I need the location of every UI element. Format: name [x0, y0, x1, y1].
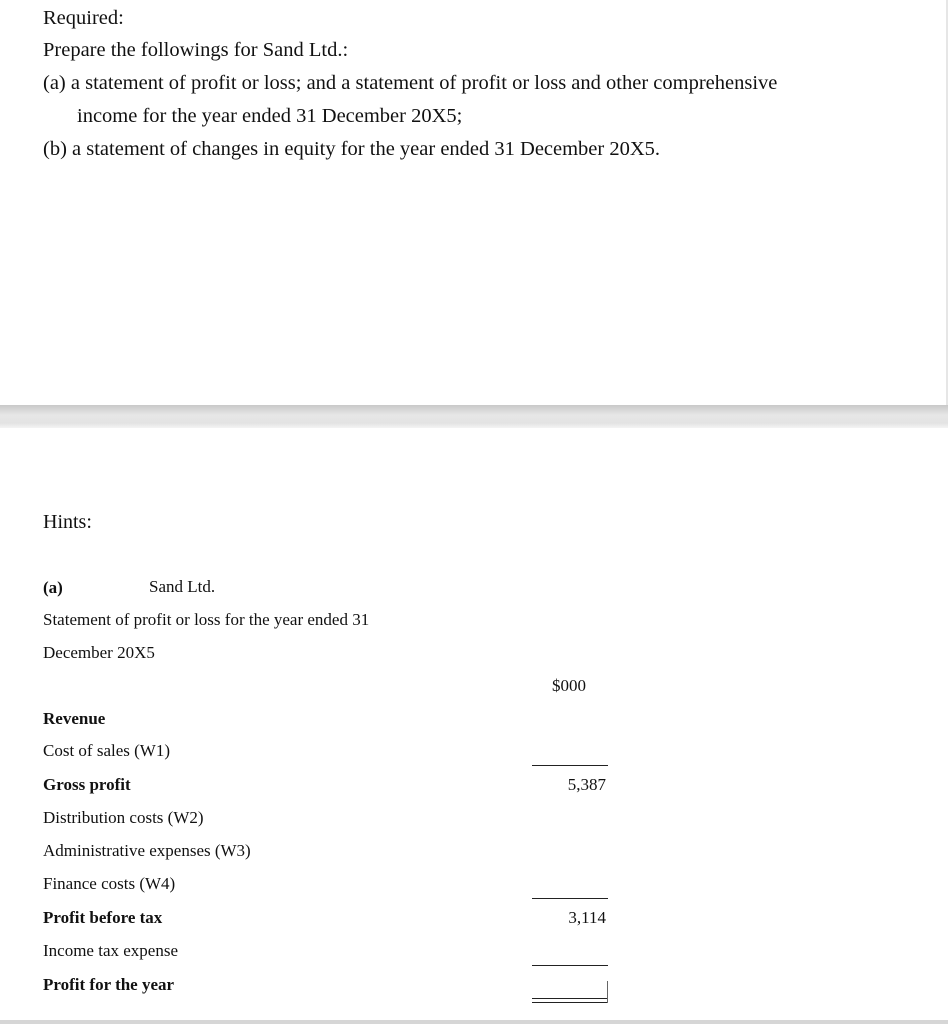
subtotal-rule-3 — [532, 965, 608, 966]
company-name: Sand Ltd. — [149, 577, 216, 596]
row-admin-expenses-label: Administrative expenses (W3) — [43, 841, 251, 860]
statement-title-line-1: Statement of profit or loss for the year ended 31 — [43, 610, 370, 629]
row-profit-before-tax-label: Profit before tax — [43, 908, 163, 927]
row-gross-profit-label: Gross profit — [43, 775, 131, 794]
row-revenue-label: Revenue — [43, 709, 106, 728]
question-page — [0, 0, 948, 405]
row-profit-before-tax-value: 3,114 — [568, 908, 606, 927]
required-label: Required: — [43, 7, 124, 29]
row-distribution-costs-label: Distribution costs (W2) — [43, 808, 204, 827]
hints-title: Hints: — [43, 511, 92, 533]
prepare-line: Prepare the followings for Sand Ltd.: — [43, 39, 349, 61]
subtotal-rule-2 — [532, 898, 608, 899]
total-double-rule — [532, 998, 608, 1003]
item-a-line-2: income for the year ended 31 December 20X5; — [77, 105, 463, 127]
column-edge-rule — [607, 981, 608, 1003]
subtotal-rule-1 — [532, 765, 608, 766]
item-a-line-1: (a) a statement of profit or loss; and a statement of profit or loss and other comprehensive — [43, 72, 778, 94]
row-cost-of-sales-label: Cost of sales (W1) — [43, 741, 171, 760]
page-separator — [0, 405, 948, 428]
row-finance-costs-label: Finance costs (W4) — [43, 874, 176, 893]
item-b-line: (b) a statement of changes in equity for the year ended 31 December 20X5. — [43, 138, 661, 160]
row-income-tax-label: Income tax expense — [43, 941, 178, 960]
hints-page — [0, 428, 948, 1024]
currency-header: $000 — [552, 676, 586, 695]
row-gross-profit-value: 5,387 — [567, 775, 606, 794]
part-a-label: (a) — [43, 578, 63, 597]
bottom-page-edge — [0, 1020, 948, 1024]
statement-title-line-2: December 20X5 — [43, 643, 155, 662]
row-profit-for-year-label: Profit for the year — [43, 975, 175, 994]
